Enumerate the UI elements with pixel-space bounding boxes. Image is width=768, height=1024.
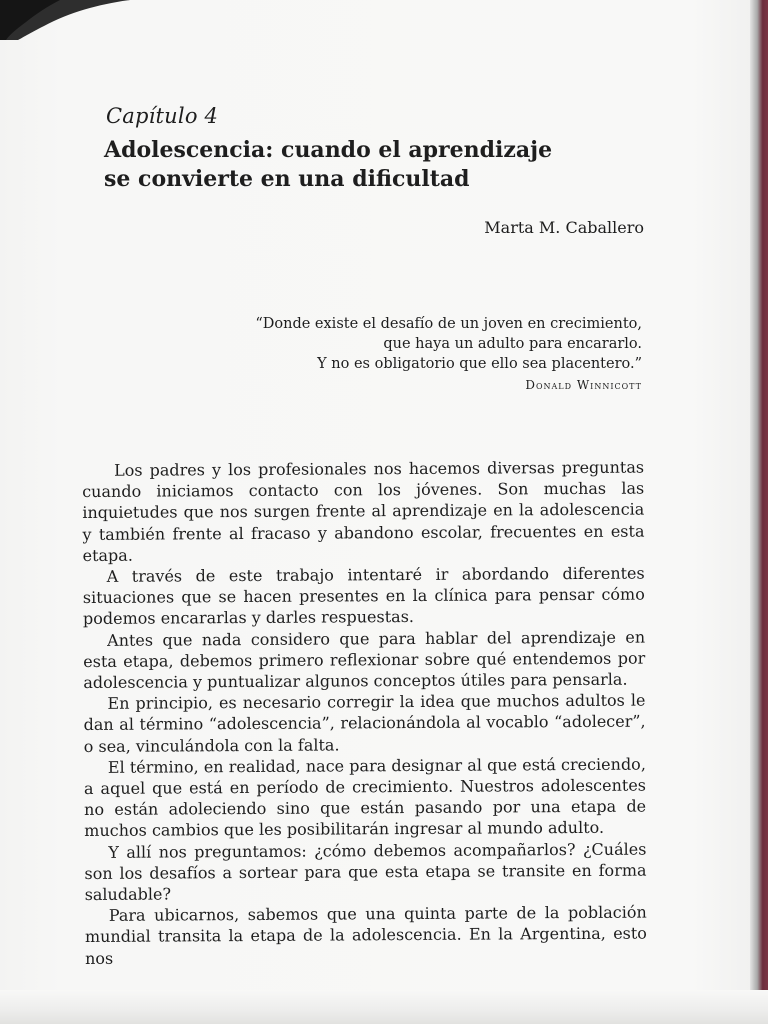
- epigraph-line-1: “Donde existe el desafío de un joven en crecimiento,: [255, 316, 642, 332]
- body-paragraph-6: Y allí nos preguntamos: ¿cómo debemos acompañarlos? ¿Cuáles son los desafíos a sortear para que esta etapa se transite en forma saludable?: [84, 839, 647, 905]
- body-paragraph-5: El término, en realidad, nace para designar al que está creciendo, a aquel que está en período de crecimiento. Nuestros adolescentes no están adoleciendo sino que están pasando por una etapa de muchos cambios que les posibilitarán ingresar al mundo adulto.: [83, 754, 647, 841]
- chapter-author: Marta M. Caballero: [484, 218, 644, 237]
- chapter-title-line-2: se convierte en una dificultad: [104, 166, 470, 192]
- epigraph-line-3: Y no es obligatorio que ello sea placentero.”: [317, 356, 642, 372]
- epigraph-author: Donald Winnicott: [525, 378, 642, 392]
- body-paragraph-2: A través de este trabajo intentaré ir abordando diferentes situaciones que se hacen presentes en la clínica para pensar cómo podemos encararlas y darles respuestas.: [82, 563, 645, 629]
- page-corner-shadow: [0, 0, 130, 40]
- body-paragraph-1: Los padres y los profesionales nos hacemos diversas preguntas cuando iniciamos contacto con los jóvenes. Son muchas las inquietudes que nos surgen frente al aprendizaje en la adolescencia y también frente al fracaso y abandono escolar, frecuentes en esta etapa.: [82, 457, 645, 565]
- body-paragraph-7: Para ubicarnos, sabemos que una quinta parte de la población mundial transita la etapa de la adolescencia. En la Argentina, esto nos: [84, 902, 647, 968]
- body-text: [82, 457, 647, 969]
- chapter-title-line-1: Adolescencia: cuando el aprendizaje: [104, 137, 553, 163]
- body-paragraph-3: Antes que nada considero que para hablar del aprendizaje en esta etapa, debemos primero reflexionar sobre qué entendemos por adolescencia y puntualizar algunos conceptos útiles para pensarla.: [83, 627, 646, 693]
- chapter-title: [104, 136, 574, 194]
- page-bottom-edge: [0, 990, 768, 1024]
- body-paragraph-4: En principio, es necesario corregir la idea que muchos adultos le dan al término “adolescencia”, relacionándola al vocablo “adolecer”, o sea, vinculándola con la falta.: [83, 690, 646, 756]
- chapter-label: Capítulo 4: [106, 104, 219, 128]
- epigraph: [222, 314, 642, 395]
- epigraph-line-2: que haya un adulto para encararlo.: [383, 336, 642, 352]
- book-spine-edge: [750, 0, 768, 1024]
